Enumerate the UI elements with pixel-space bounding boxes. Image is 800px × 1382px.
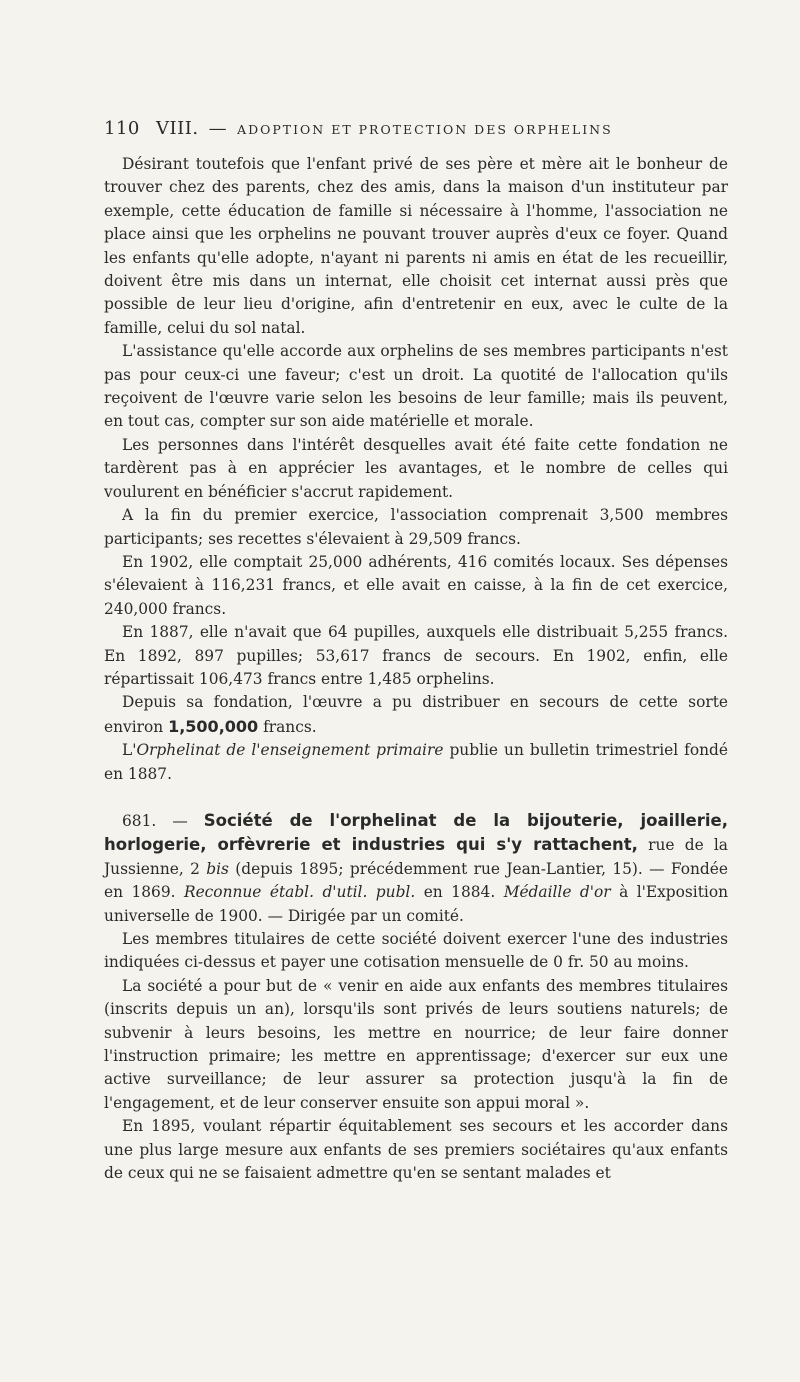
text-run: à l'Exposition universelle de 1900. — Dirigée par un comité.	[104, 883, 728, 925]
paragraph	[104, 739, 728, 786]
section-dash: —	[156, 811, 204, 830]
text-run: Depuis sa fondation, l'œuvre a pu distribuer en secours de cette sorte environ	[104, 693, 728, 736]
chapter-title: ADOPTION ET PROTECTION DES ORPHELINS	[237, 122, 613, 137]
paragraph: En 1902, elle comptait 25,000 adhérents, 416 comités locaux. Ses dépenses s'élevaient à 116,231 francs, et elle avait en caisse, à la fin de cet exercice, 240,000 francs.	[104, 552, 728, 618]
paragraph: La société a pour but de « venir en aide aux enfants des membres titulaires (inscrits depuis un an), lorsqu'ils sont privés de leurs soutiens naturels; de subvenir à leurs besoins, les mettre en nourrice; de leur faire donner l'instruction primaire; les mettre en apprentissage; d'exercer sur eux une active surveillance; de leur assurer sa protection jusqu'à la fin de l'engagement, et de leur conserver ensuite son appui moral ».	[104, 976, 728, 1112]
text-run: rue de la Jussienne, 2	[104, 836, 728, 878]
text-run: publie un bulletin trimestriel fondé en 1887.	[104, 741, 728, 783]
paragraph: Les membres titulaires de cette société doivent exercer l'une des industries indiquées ci-dessus et payer une cotisation mensuelle de 0 fr. 50 au moins.	[104, 930, 728, 972]
publication-title: Orphelinat de l'enseignement primaire	[136, 741, 444, 760]
paragraph	[104, 691, 728, 739]
paragraph: Les personnes dans l'intérêt desquelles avait été faite cette fondation ne tardèrent pas à en apprécier les avantages, et le nombre de celles qui voulurent en bénéficier s'accrut rapidement.	[104, 435, 728, 501]
paragraph: En 1887, elle n'avait que 64 pupilles, auxquels elle distribuait 5,255 francs. En 1892, 897 pupilles; 53,617 francs de secours. En 1902, enfin, elle répartissait 106,473 francs entre 1,485 orphelins.	[104, 623, 728, 688]
text-run: francs.	[258, 717, 317, 736]
text-italic: Médaille d'or	[503, 883, 611, 902]
paragraph: A la fin du premier exercice, l'association comprenait 3,500 membres participants; ses recettes s'élevaient à 29,509 francs.	[104, 506, 728, 548]
paragraph: L'assistance qu'elle accorde aux orphelins de ses membres participants n'est pas pour ceux-ci une faveur; c'est un droit. La quotité de l'allocation qu'ils reçoivent de l'œuvre varie selon les besoins de leur famille; mais ils peuvent, en tout cas, compter sur son aide matérielle et morale.	[104, 342, 728, 431]
text-italic: bis	[206, 859, 229, 878]
section-title: Société de l'orphelinat de la bijouterie, joaillerie, horlogerie, orfèvrerie et industries qui s'y rattachent,	[104, 810, 728, 855]
book-page	[104, 118, 728, 1185]
section-number: 681.	[122, 811, 157, 830]
text-run: L'	[122, 741, 137, 760]
paragraph: En 1895, voulant répartir équitablement ses secours et les accorder dans une plus large mesure aux enfants de ses premiers sociétaires qu'aux enfants de ceux qui ne se faisaient admettre qu'en se sentant malades et	[104, 1117, 728, 1183]
header-dash: —	[208, 118, 228, 139]
chapter-number: VIII.	[156, 118, 199, 139]
paragraph: Désirant toutefois que l'enfant privé de ses père et mère ait le bonheur de trouver chez des parents, chez des amis, dans la maison d'un instituteur par exemple, cette éducation de famille si nécessaire à l'homme, l'association ne place ainsi que les orphelins ne pouvant trouver auprès d'eux ce foyer. Quand les enfants qu'elle adopte, n'ayant ni parents ni amis en état de les recueillir, doivent être mis dans un internat, elle choisit cet internat aussi près que possible de leur lieu d'origine, afin d'entretenir en eux, avec le culte de la famille, celui du sol natal.	[104, 155, 728, 337]
amount-total: 1,500,000	[168, 716, 259, 736]
text-run: (depuis 1895; précédemment rue Jean-Lantier, 15). — Fondée en 1869.	[104, 859, 729, 902]
text-italic: Reconnue établ. d'util. publ.	[183, 883, 416, 902]
text-run: en 1884.	[415, 883, 504, 902]
page-number: 110	[104, 118, 140, 139]
section-681	[104, 809, 728, 928]
page-body	[104, 153, 728, 1185]
running-header	[104, 118, 728, 139]
